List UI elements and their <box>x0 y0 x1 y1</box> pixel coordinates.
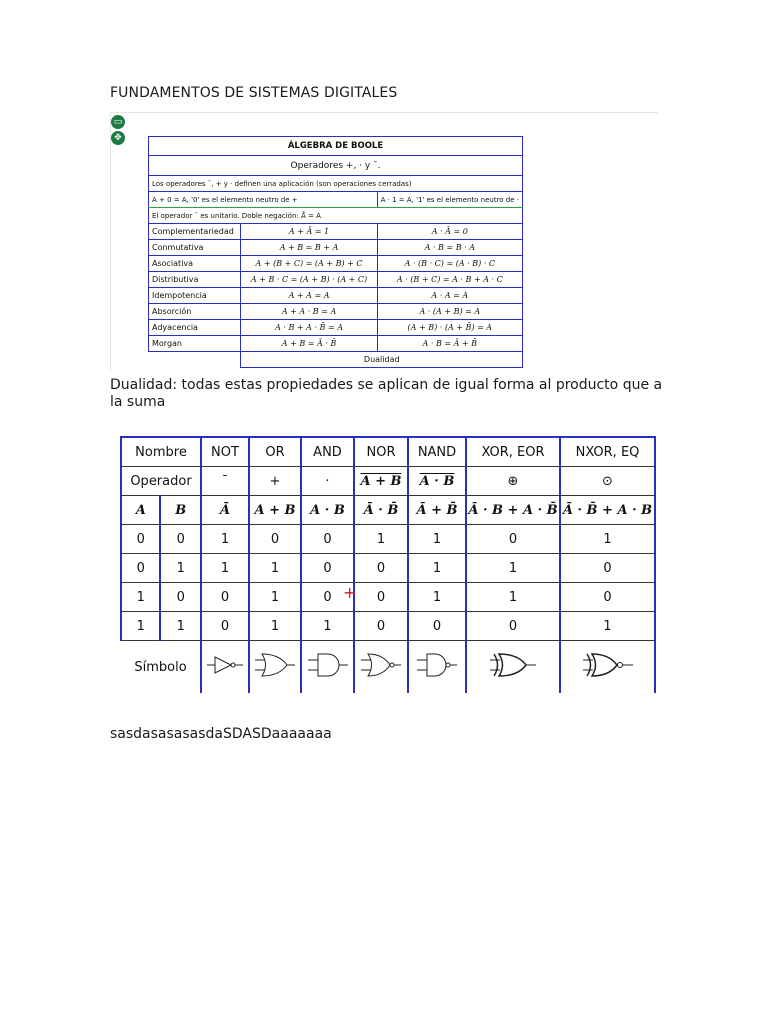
header-cell: NAND <box>408 437 466 467</box>
truth-cell: 0 <box>466 525 560 554</box>
property-name: Distributiva <box>149 272 241 288</box>
table-row <box>149 288 523 304</box>
logic-gates-image[interactable] <box>120 436 656 693</box>
table-row <box>149 224 523 240</box>
property-prod: A · Ā = 0 <box>377 224 522 240</box>
truth-cell: 1 <box>560 612 655 641</box>
truth-cell: 0 <box>354 554 408 583</box>
property-prod: A · (A + B) = A <box>377 304 522 320</box>
xnor-gate-icon <box>560 641 655 694</box>
header-cell: NOT <box>201 437 249 467</box>
property-name: Idempotencia <box>149 288 241 304</box>
truth-cell: 1 <box>408 525 466 554</box>
boole-table <box>148 136 523 368</box>
cursor-crosshair-icon: + <box>343 583 357 602</box>
document-heading: FUNDAMENTOS DE SISTEMAS DIGITALES <box>110 85 398 101</box>
boole-note-1: Los operadores ¯, + y · definen una aplicación (son operaciones cerradas) <box>149 176 523 192</box>
table-row <box>149 256 523 272</box>
truth-cell: 1 <box>560 525 655 554</box>
table-row <box>121 554 655 583</box>
truth-cell: 0 <box>121 525 160 554</box>
and-gate-icon <box>301 641 354 694</box>
var-a: A <box>121 496 160 525</box>
table-row <box>121 437 655 467</box>
table-row <box>149 240 523 256</box>
blank-cell <box>149 352 241 368</box>
expression-cell: A + B <box>249 496 301 525</box>
expression-cell: Ā · B̄ <box>354 496 408 525</box>
property-prod: A · A = A <box>377 288 522 304</box>
nand-gate-icon <box>408 641 466 694</box>
move-handle-icon[interactable]: ✥ <box>111 131 125 145</box>
header-cell: OR <box>249 437 301 467</box>
table-row <box>121 641 655 694</box>
symbol-label: Símbolo <box>121 641 201 694</box>
boole-algebra-image[interactable] <box>110 112 658 370</box>
duality-paragraph: Dualidad: todas estas propiedades se aplican de igual forma al producto que a la suma <box>110 377 663 410</box>
operator-cell: A · B <box>408 467 466 496</box>
table-row <box>121 612 655 641</box>
boole-title: ÁLGEBRA DE BOOLE <box>149 137 523 156</box>
header-cell: NXOR, EQ <box>560 437 655 467</box>
property-prod: (A + B) · (A + B̄) = A <box>377 320 522 336</box>
truth-cell: 0 <box>466 612 560 641</box>
truth-cell: 0 <box>301 554 354 583</box>
truth-cell: 1 <box>121 583 160 612</box>
expression-cell: Ā · B̄ + A · B <box>560 496 655 525</box>
truth-cell: 0 <box>160 583 201 612</box>
operator-cell: ⊙ <box>560 467 655 496</box>
logic-gates-table <box>120 436 656 693</box>
operator-label: Operador <box>121 467 201 496</box>
property-sum: A + B = Ā · B̄ <box>241 336 377 352</box>
truth-cell: 0 <box>201 583 249 612</box>
truth-cell: 0 <box>354 583 408 612</box>
operator-cell: ¯ <box>201 467 249 496</box>
header-cell: Nombre <box>121 437 201 467</box>
not-gate-icon <box>201 641 249 694</box>
operator-cell: + <box>249 467 301 496</box>
truth-cell: 1 <box>249 554 301 583</box>
expression-cell: Ā + B̄ <box>408 496 466 525</box>
table-row <box>121 525 655 554</box>
truth-cell: 0 <box>301 583 354 612</box>
property-name: Asociativa <box>149 256 241 272</box>
duality-label: Dualidad <box>241 352 523 368</box>
truth-cell: 1 <box>408 554 466 583</box>
property-prod: A · B = Ā + B̄ <box>377 336 522 352</box>
truth-cell: 1 <box>466 554 560 583</box>
expression-cell: Ā <box>201 496 249 525</box>
truth-cell: 1 <box>201 525 249 554</box>
truth-cell: 0 <box>249 525 301 554</box>
truth-cell: 1 <box>160 612 201 641</box>
truth-cell: 1 <box>354 525 408 554</box>
property-sum: A + B = B + A <box>241 240 377 256</box>
header-cell: XOR, EOR <box>466 437 560 467</box>
property-sum: A + Ā = 1 <box>241 224 377 240</box>
neutral-prod: A · 1 = A, '1' es el elemento neutro de · <box>377 192 522 208</box>
truth-cell: 0 <box>354 612 408 641</box>
table-row <box>121 496 655 525</box>
table-row <box>121 467 655 496</box>
table-row <box>121 583 655 612</box>
property-name: Adyacencia <box>149 320 241 336</box>
truth-cell: 0 <box>301 525 354 554</box>
var-b: B <box>160 496 201 525</box>
expression-cell: Ā · B + A · B̄ <box>466 496 560 525</box>
header-cell: AND <box>301 437 354 467</box>
truth-cell: 1 <box>249 583 301 612</box>
table-row <box>149 304 523 320</box>
expression-cell: A · B <box>301 496 354 525</box>
operator-cell: · <box>301 467 354 496</box>
truth-cell: 1 <box>160 554 201 583</box>
property-prod: A · (B + C) = A · B + A · C <box>377 272 522 288</box>
image-layout-icon[interactable]: ▭ <box>111 115 125 129</box>
truth-cell: 1 <box>121 612 160 641</box>
property-name: Absorción <box>149 304 241 320</box>
footer-text: sasdasasasasdaSDASDaaaaaaa <box>110 726 332 742</box>
neutral-sum: A + 0 = A, '0' es el elemento neutro de + <box>149 192 378 208</box>
property-sum: A + (B + C) = (A + B) + C <box>241 256 377 272</box>
header-cell: NOR <box>354 437 408 467</box>
operator-cell: ⊕ <box>466 467 560 496</box>
or-gate-icon <box>249 641 301 694</box>
xor-gate-icon <box>466 641 560 694</box>
property-prod: A · B = B · A <box>377 240 522 256</box>
property-sum: A + A = A <box>241 288 377 304</box>
truth-cell: 0 <box>408 612 466 641</box>
property-name: Morgan <box>149 336 241 352</box>
property-sum: A + A · B = A <box>241 304 377 320</box>
nor-gate-icon <box>354 641 408 694</box>
truth-cell: 0 <box>560 554 655 583</box>
truth-cell: 0 <box>560 583 655 612</box>
operator-cell: A + B <box>354 467 408 496</box>
property-prod: A · (B · C) = (A · B) · C <box>377 256 522 272</box>
property-sum: A · B + A · B̄ = A <box>241 320 377 336</box>
boole-operators: Operadores +, · y ¯. <box>149 156 523 176</box>
property-name: Conmutativa <box>149 240 241 256</box>
table-row <box>149 336 523 352</box>
truth-cell: 0 <box>121 554 160 583</box>
truth-cell: 1 <box>466 583 560 612</box>
truth-cell: 1 <box>408 583 466 612</box>
table-row <box>149 320 523 336</box>
truth-cell: 0 <box>201 612 249 641</box>
truth-cell: 1 <box>301 612 354 641</box>
truth-cell: 1 <box>201 554 249 583</box>
property-sum: A + B · C = (A + B) · (A + C) <box>241 272 377 288</box>
truth-cell: 1 <box>249 612 301 641</box>
truth-cell: 0 <box>160 525 201 554</box>
property-name: Complementariedad <box>149 224 241 240</box>
table-row <box>149 272 523 288</box>
boole-note-2: El operador ¯ es unitario. Doble negación: Ā̄ = A <box>149 208 523 224</box>
